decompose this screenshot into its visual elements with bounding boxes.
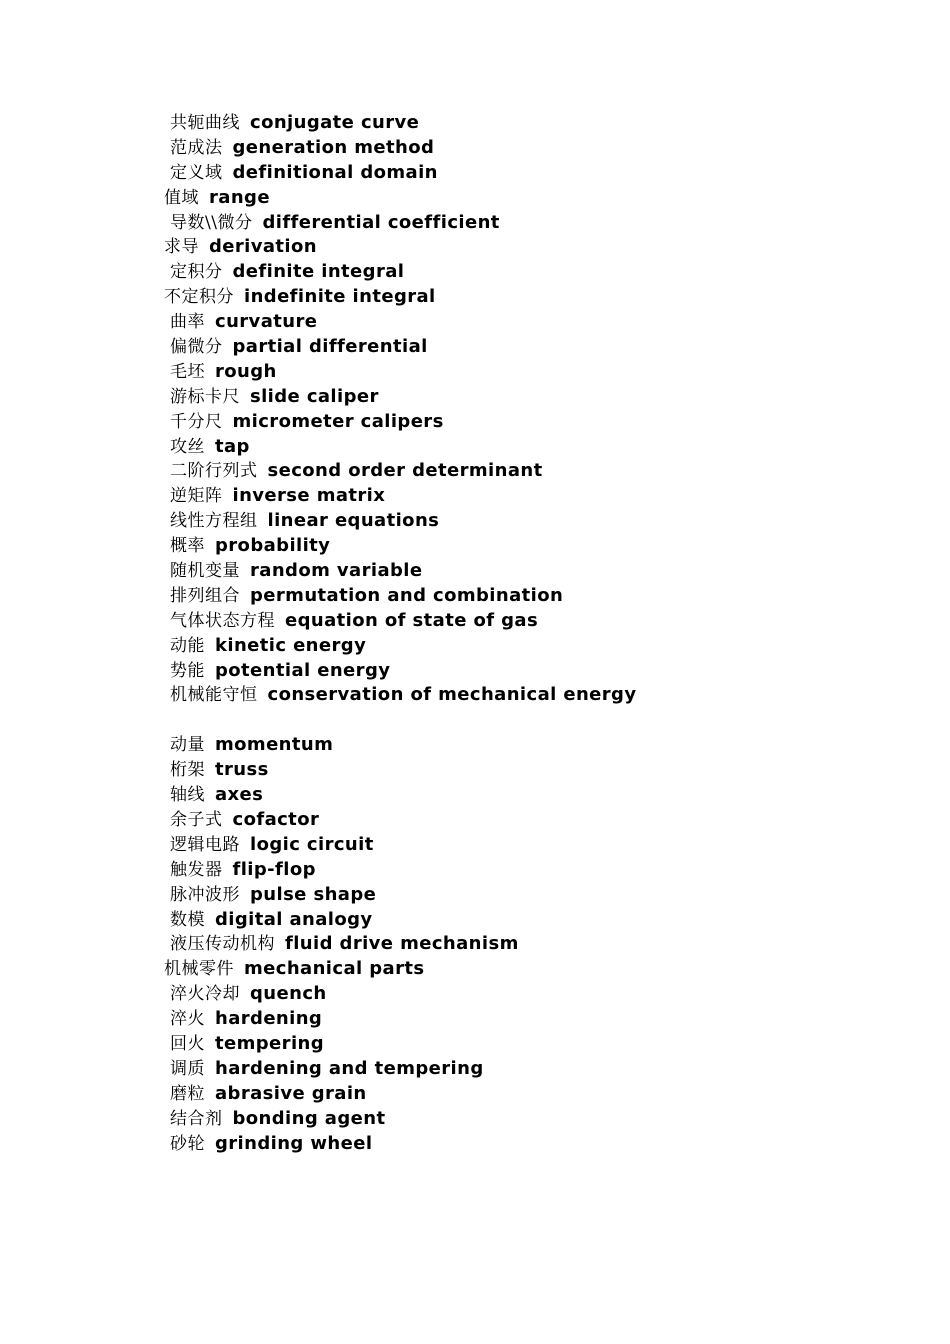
chinese-term: 攻丝 xyxy=(170,436,205,457)
chinese-term: 共轭曲线 xyxy=(170,113,240,133)
glossary-entry xyxy=(164,211,884,236)
english-term: derivation xyxy=(209,236,317,258)
english-term: tap xyxy=(215,435,250,457)
english-term: micrometer calipers xyxy=(232,410,444,432)
glossary-entry xyxy=(164,1132,884,1157)
english-term: partial differential xyxy=(232,336,428,358)
english-term: equation of state of gas xyxy=(285,609,539,631)
english-term: definite integral xyxy=(232,261,405,283)
glossary-entry xyxy=(164,559,884,584)
chinese-term: 毛坯 xyxy=(170,361,205,382)
glossary-entry xyxy=(164,435,884,460)
glossary-entry xyxy=(164,285,884,310)
chinese-term: 千分尺 xyxy=(170,411,223,432)
chinese-term: 机械能守恒 xyxy=(170,685,258,706)
english-term: potential energy xyxy=(215,659,391,681)
glossary-list xyxy=(164,111,884,1156)
glossary-entry xyxy=(164,410,884,435)
english-term: cofactor xyxy=(232,808,320,830)
english-term: digital analogy xyxy=(215,908,373,930)
chinese-term: 偏微分 xyxy=(170,337,223,358)
english-term: random variable xyxy=(250,560,423,582)
chinese-term: 曲率 xyxy=(170,312,205,333)
chinese-term: 随机变量 xyxy=(170,561,240,582)
english-term: tempering xyxy=(215,1032,325,1054)
chinese-term: 逻辑电路 xyxy=(170,834,240,855)
english-term: flip-flop xyxy=(232,858,316,880)
chinese-term: 求导 xyxy=(164,237,199,258)
chinese-term: 回火 xyxy=(170,1033,205,1054)
glossary-entry xyxy=(164,634,884,659)
chinese-term: 调质 xyxy=(170,1058,205,1079)
english-term: definitional domain xyxy=(232,161,438,183)
chinese-term: 桁架 xyxy=(170,760,205,781)
english-term: range xyxy=(209,186,270,208)
chinese-term: 砂轮 xyxy=(170,1133,205,1154)
english-term: kinetic energy xyxy=(215,634,367,656)
chinese-term: 气体状态方程 xyxy=(170,610,275,631)
english-term: mechanical parts xyxy=(244,958,425,980)
english-term: curvature xyxy=(215,311,318,333)
chinese-term: 值域 xyxy=(164,187,199,208)
chinese-term: 二阶行列式 xyxy=(170,461,258,482)
english-term: momentum xyxy=(215,734,334,756)
glossary-entry xyxy=(164,111,884,136)
chinese-term: 范成法 xyxy=(170,137,223,158)
english-term: fluid drive mechanism xyxy=(285,933,519,955)
glossary-entry xyxy=(164,659,884,684)
chinese-term: 定积分 xyxy=(170,262,223,283)
chinese-term: 液压传动机构 xyxy=(170,934,275,955)
glossary-entry xyxy=(164,609,884,634)
blank-line xyxy=(164,708,884,733)
chinese-term: 结合剂 xyxy=(170,1108,223,1129)
english-term: slide caliper xyxy=(250,385,379,407)
glossary-entry xyxy=(164,683,884,708)
chinese-term: 线性方程组 xyxy=(170,511,258,532)
chinese-term: 淬火 xyxy=(170,1009,205,1030)
chinese-term: 动量 xyxy=(170,735,205,756)
glossary-entry xyxy=(164,385,884,410)
chinese-term: 导数\\微分 xyxy=(170,212,253,233)
english-term: abrasive grain xyxy=(215,1082,367,1104)
chinese-term: 轴线 xyxy=(170,785,205,806)
english-term: logic circuit xyxy=(250,833,374,855)
glossary-entry xyxy=(164,509,884,534)
glossary-entry xyxy=(164,235,884,260)
chinese-term: 定义域 xyxy=(170,162,223,183)
english-term: truss xyxy=(215,759,269,781)
chinese-term: 淬火冷却 xyxy=(170,984,240,1005)
chinese-term: 势能 xyxy=(170,660,205,681)
chinese-term: 游标卡尺 xyxy=(170,386,240,407)
english-term: indefinite integral xyxy=(244,286,436,308)
glossary-entry xyxy=(164,932,884,957)
glossary-entry xyxy=(164,808,884,833)
english-term: inverse matrix xyxy=(232,485,386,507)
english-term: probability xyxy=(215,535,331,557)
english-term: linear equations xyxy=(267,510,440,532)
english-term: conservation of mechanical energy xyxy=(267,684,637,706)
glossary-entry xyxy=(164,1082,884,1107)
chinese-term: 余子式 xyxy=(170,809,223,830)
glossary-entry xyxy=(164,459,884,484)
glossary-entry xyxy=(164,136,884,161)
english-term: quench xyxy=(250,983,327,1005)
glossary-entry xyxy=(164,833,884,858)
english-term: hardening xyxy=(215,1008,323,1030)
chinese-term: 触发器 xyxy=(170,859,223,880)
english-term: rough xyxy=(215,360,277,382)
chinese-term: 脉冲波形 xyxy=(170,884,240,905)
glossary-entry xyxy=(164,733,884,758)
glossary-entry xyxy=(164,783,884,808)
chinese-term: 逆矩阵 xyxy=(170,486,223,507)
english-term: grinding wheel xyxy=(215,1132,373,1154)
english-term: permutation and combination xyxy=(250,584,564,606)
english-term: second order determinant xyxy=(267,460,543,482)
english-term: hardening and tempering xyxy=(215,1057,484,1079)
glossary-entry xyxy=(164,758,884,783)
glossary-entry xyxy=(164,310,884,335)
glossary-entry xyxy=(164,957,884,982)
chinese-term: 磨粒 xyxy=(170,1083,205,1104)
chinese-term: 概率 xyxy=(170,536,205,557)
english-term: axes xyxy=(215,784,264,806)
glossary-entry xyxy=(164,1032,884,1057)
glossary-entry xyxy=(164,584,884,609)
english-term: differential coefficient xyxy=(262,211,500,233)
chinese-term: 数模 xyxy=(170,909,205,930)
english-term: bonding agent xyxy=(232,1107,386,1129)
glossary-entry xyxy=(164,1057,884,1082)
glossary-entry xyxy=(164,1007,884,1032)
english-term: conjugate curve xyxy=(250,112,420,133)
glossary-entry xyxy=(164,161,884,186)
chinese-term: 排列组合 xyxy=(170,585,240,606)
glossary-entry xyxy=(164,883,884,908)
glossary-entry xyxy=(164,484,884,509)
chinese-term: 不定积分 xyxy=(164,287,234,308)
glossary-entry xyxy=(164,1107,884,1132)
glossary-entry xyxy=(164,858,884,883)
glossary-entry xyxy=(164,360,884,385)
glossary-entry xyxy=(164,982,884,1007)
glossary-entry xyxy=(164,260,884,285)
glossary-entry xyxy=(164,335,884,360)
glossary-entry xyxy=(164,908,884,933)
chinese-term: 动能 xyxy=(170,635,205,656)
english-term: pulse shape xyxy=(250,883,377,905)
glossary-entry xyxy=(164,186,884,211)
chinese-term: 机械零件 xyxy=(164,959,234,980)
english-term: generation method xyxy=(232,136,435,158)
glossary-entry xyxy=(164,534,884,559)
